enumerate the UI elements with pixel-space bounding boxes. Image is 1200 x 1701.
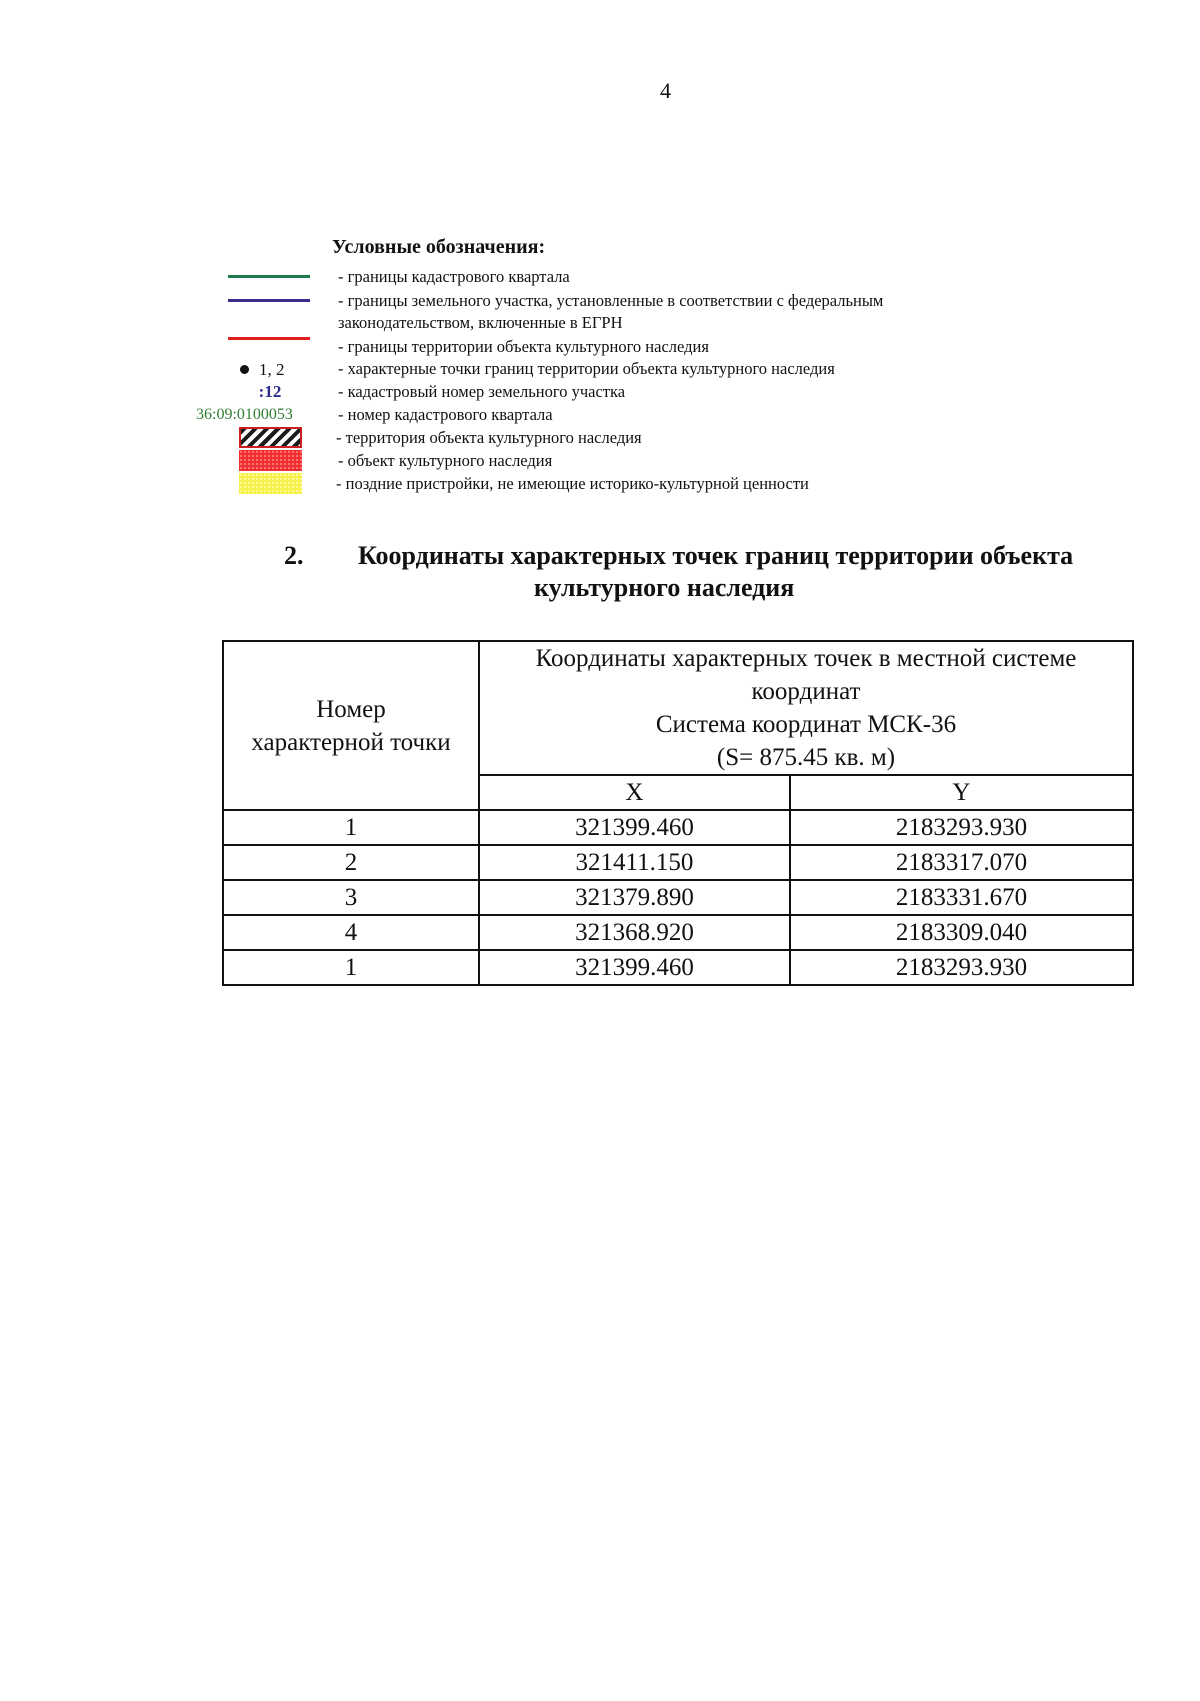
lot-number-label: :12: [258, 382, 282, 401]
header-text: координат: [751, 678, 861, 705]
legend-text: - границы территории объекта культурного наследия: [338, 337, 709, 356]
red-swatch-icon: [239, 450, 302, 471]
y-cell: 2183317.070: [790, 845, 1133, 880]
point-cell: 4: [223, 915, 479, 950]
legend-text: законодательством, включенные в ЕГРН: [338, 313, 623, 332]
legend-item-later-additions: [0, 473, 1200, 495]
y-cell: 2183331.670: [790, 880, 1133, 915]
legend-text: - территория объекта культурного наследия: [336, 428, 642, 447]
point-cell: 3: [223, 880, 479, 915]
x-cell: 321399.460: [479, 950, 790, 985]
page-number: 4: [660, 78, 671, 103]
legend-item-quarter-number: [0, 404, 1200, 426]
legend-item-heritage-boundary: [0, 336, 1200, 358]
legend-item-characteristic-points: [0, 358, 1200, 380]
legend-text: - объект культурного наследия: [338, 451, 553, 470]
table-row: [223, 810, 1133, 845]
y-cell: 2183293.930: [790, 810, 1133, 845]
legend-item-heritage-territory: [0, 427, 1200, 449]
y-cell: 2183293.930: [790, 950, 1133, 985]
point-marker-label: 1, 2: [259, 360, 285, 379]
table-row: [223, 915, 1133, 950]
legend-item-land-plot-boundary-continued: [0, 312, 1200, 334]
legend-item-lot-number: [0, 381, 1200, 403]
point-marker: [240, 361, 300, 379]
table-row: [223, 880, 1133, 915]
legend-text: - кадастровый номер земельного участка: [338, 382, 626, 401]
green-line-icon: [228, 275, 310, 278]
legend-title: Условные обозначения:: [332, 236, 546, 258]
header-text: характерной точки: [251, 728, 451, 756]
legend-text: - границы кадастрового квартала: [338, 267, 570, 286]
legend-item-quarter-boundary: [0, 266, 1200, 288]
coordinates-header: [479, 641, 1133, 775]
point-cell: 1: [223, 810, 479, 845]
header-text: Координаты характерных точек в местной системе: [535, 645, 1077, 672]
legend-item-heritage-object: [0, 450, 1200, 472]
header-text: Система координат МСК-36: [655, 711, 957, 738]
y-header: Y: [790, 775, 1133, 810]
legend-text: - границы земельного участка, установленные в соответствии с федеральным: [338, 291, 884, 310]
purple-line-icon: [228, 299, 310, 302]
red-line-icon: [228, 337, 310, 340]
point-number-header: [223, 641, 479, 810]
legend-item-land-plot-boundary: [0, 290, 1200, 312]
section-number: 2.: [284, 541, 304, 570]
legend-text: - номер кадастрового квартала: [338, 405, 553, 424]
table-header-row: [223, 641, 1133, 775]
legend-text: - поздние пристройки, не имеющие историко-культурной ценности: [336, 474, 809, 493]
point-cell: 2: [223, 845, 479, 880]
point-dot-icon: [240, 365, 249, 374]
header-text: (S= 875.45 кв. м): [716, 744, 896, 771]
header-text: Номер: [316, 695, 386, 723]
section-title: Координаты характерных точек границ территории объекта: [358, 541, 1074, 570]
x-cell: 321368.920: [479, 915, 790, 950]
section-title-continued: культурного наследия: [534, 573, 795, 602]
quarter-number-label: 36:09:0100053: [196, 406, 293, 423]
legend-text: - характерные точки границ территории объекта культурного наследия: [338, 359, 835, 378]
x-header: X: [479, 775, 790, 810]
y-cell: 2183309.040: [790, 915, 1133, 950]
table-row: [223, 950, 1133, 985]
x-cell: 321411.150: [479, 845, 790, 880]
hatched-swatch-icon: [239, 427, 302, 448]
coordinates-table: [222, 640, 1134, 986]
table-row: [223, 845, 1133, 880]
yellow-swatch-icon: [239, 473, 302, 494]
point-cell: 1: [223, 950, 479, 985]
x-cell: 321379.890: [479, 880, 790, 915]
x-cell: 321399.460: [479, 810, 790, 845]
